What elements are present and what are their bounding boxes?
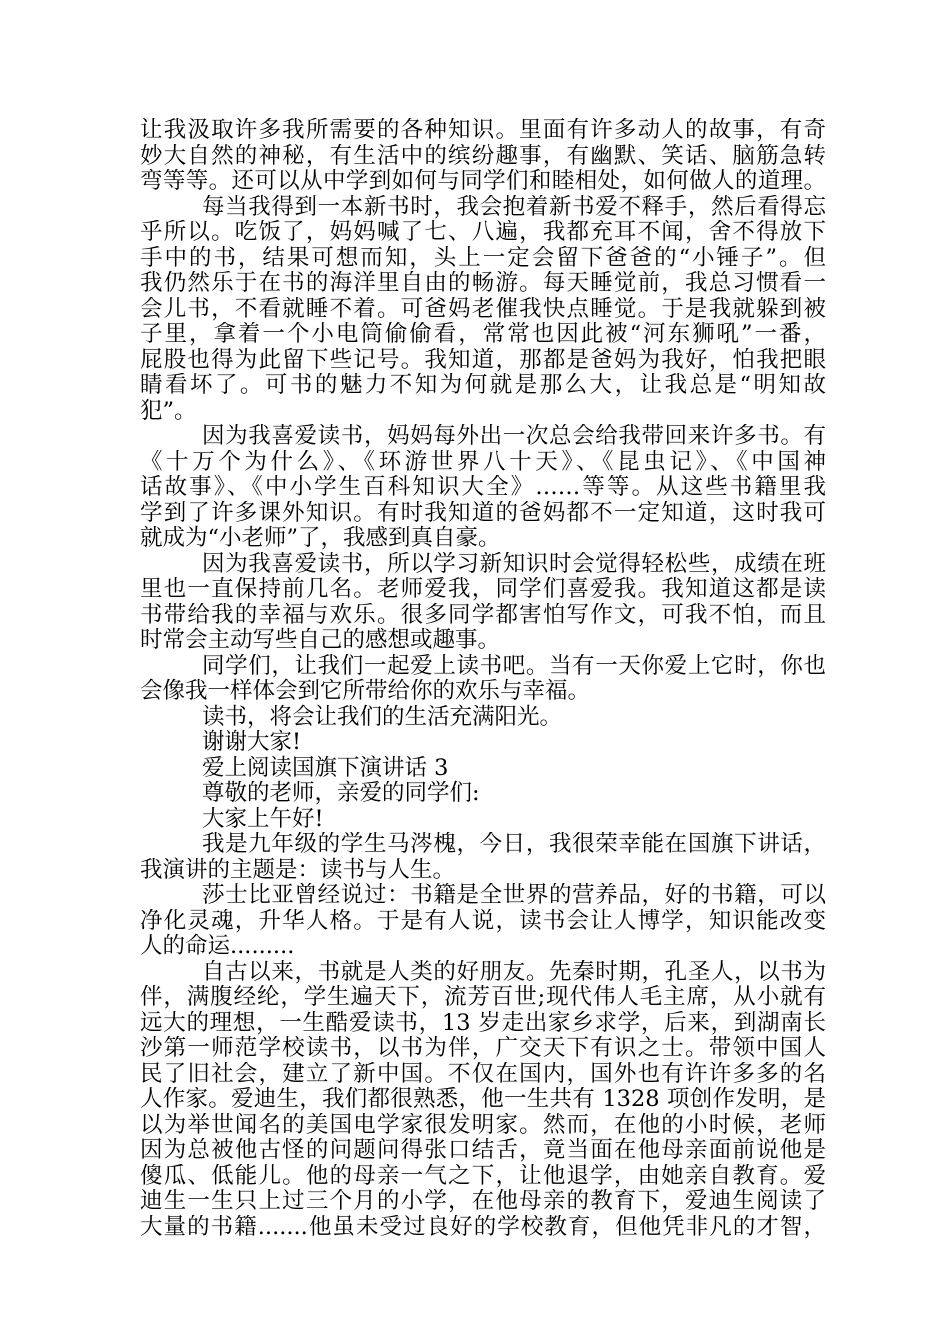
text-line: 我仍然乐于在书的海洋里自由的畅游。每天睡觉前，我总习惯看一 [140,271,826,296]
text-line: 迪生一生只上过三个月的小学，在他母亲的教育下，爱迪生阅读了 [140,1189,826,1214]
text-line: 《十万个为什么》、《环游世界八十天》、《昆虫记》、《中国神 [140,449,826,475]
document-body [140,118,826,1240]
text-line: 会儿书，不看就睡不着。可爸妈老催我快点睡觉。于是我就躲到被 [140,296,826,322]
text-line: 沙第一师范学校读书，以书为伴，广交天下有识之士。带领中国人 [140,1036,826,1061]
text-line: 乎所以。吃饭了，妈妈喊了七、八遍，我都充耳不闻，舍不得放下 [140,220,826,245]
text-line: 莎士比亚曾经说过：书籍是全世界的营养品，好的书籍，可以 [202,883,826,908]
text-line: 远大的理想，一生酷爱读书，13 岁走出家乡求学，后来，到湖南长 [140,1010,826,1036]
text-line: 尊敬的老师，亲爱的同学们: [202,780,480,806]
text-line: 话故事》、《中小学生百科知识大全》……等等。从这些书籍里我 [140,475,826,500]
text-line: 睛看坏了。可书的魅力不知为何就是那么大，让我总是“明知故 [140,373,826,398]
text-line: 弯等等。还可以从中学到如何与同学们和睦相处，如何做人的道理。 [140,169,826,194]
text-line: 同学们，让我们一起爱上读书吧。当有一天你爱上它时，你也 [202,653,826,679]
text-line: 读书，将会让我们的生活充满阳光。 [202,703,563,730]
text-line: 民了旧社会，建立了新中国。不仅在国内，国外也有许许多多的名 [140,1061,826,1087]
text-line: 犯”。 [140,397,197,424]
text-line: 因为我喜爱读书，妈妈每外出一次总会给我带回来许多书。有 [202,424,826,449]
text-line: 会像我一样体会到它所带给你的欢乐与幸福。 [140,678,591,704]
text-line: 让我汲取许多我所需要的各种知识。里面有许多动人的故事，有奇 [140,118,826,143]
text-line: 我演讲的主题是：读书与人生。 [140,856,456,883]
text-line: 时常会主动写些自己的感想或趣事。 [140,627,501,653]
text-line: 人的命运......... [140,933,295,959]
text-line: 自古以来，书就是人类的好朋友。先秦时期，孔圣人，以书为 [202,959,826,985]
text-line: 人作家。爱迪生，我们都很熟悉，他一生共有 1328 项创作发明，是 [140,1087,826,1112]
text-line: 伴，满腹经纶，学生遍天下，流芳百世;现代伟人毛主席，从小就有 [140,985,826,1010]
text-line: 以为举世闻名的美国电学家很发明家。然而，在他的小时候，老师 [140,1112,826,1138]
text-line: 屁股也得为此留下些记号。我知道，那都是爸妈为我好，怕我把眼 [140,347,826,373]
text-line: 大家上午好! [202,805,324,832]
text-line: 学到了许多课外知识。有时我知道的爸妈都不一定知道，这时我可 [140,500,826,526]
text-line: 就成为“小老师”了，我感到真自豪。 [140,525,501,551]
text-line: 因为总被他古怪的问题问得张口结舌，竟当面在他母亲面前说他是 [140,1138,826,1163]
text-line: 里也一直保持前几名。老师爱我，同学们喜爱我。我知道这都是读 [140,577,826,602]
text-line: 因为我喜爱读书，所以学习新知识时会觉得轻松些，成绩在班 [202,551,826,577]
text-line: 我是九年级的学生马涔槐，今日，我很荣幸能在国旗下讲话， [202,832,826,857]
text-line: 爱上阅读国旗下演讲话 3 [202,754,449,781]
text-line: 每当我得到一本新书时，我会抱着新书爱不释手，然后看得忘 [202,194,826,220]
text-line: 大量的书籍.......他虽未受过良好的学校教育，但他凭非凡的才智， [140,1214,826,1240]
text-line: 子里，拿着一个小电筒偷偷看，常常也因此被“河东狮吼”一番， [140,322,826,347]
text-line: 谢谢大家! [202,729,302,755]
text-line: 傻瓜、低能儿。他的母亲一气之下，让他退学，由她亲自教育。爱 [140,1163,826,1189]
text-line: 妙大自然的神秘，有生活中的缤纷趣事，有幽默、笑话、脑筋急转 [140,143,826,169]
text-line: 净化灵魂，升华人格。于是有人说，读书会让人博学，知识能改变 [140,908,826,934]
text-line: 手中的书，结果可想而知，头上一定会留下爸爸的“小锤子”。但 [140,245,826,271]
text-line: 书带给我的幸福与欢乐。很多同学都害怕写作文，可我不怕，而且 [140,602,826,628]
